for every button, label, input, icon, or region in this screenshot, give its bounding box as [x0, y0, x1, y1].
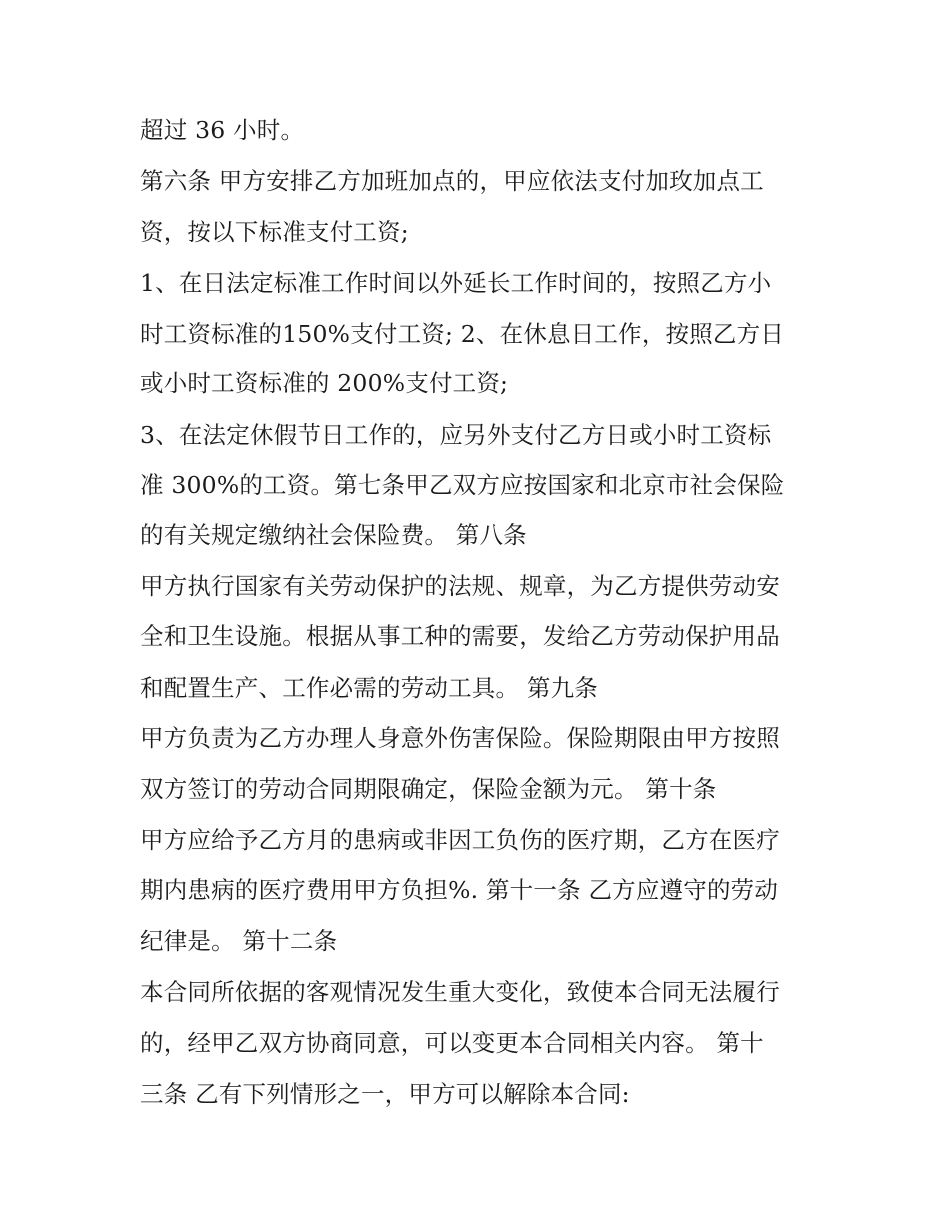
text-line: 双方签订的劳动合同期限确定，保险金额为元。 第十条 [140, 775, 717, 803]
text-line: 的，经甲乙双方协商同意，可以变更本合同相关内容。 第十 [140, 1029, 764, 1057]
text-line: 资，按以下标准支付工资; [140, 218, 409, 246]
text-line: 期内患病的医疗费用甲方负担%. 第十一条 乙方应遵守的劳动 [140, 876, 779, 904]
text-line: 1、在日法定标准工作时间以外延长工作时间的，按照乙方小 [140, 269, 772, 297]
text-line: 纪律是。 第十二条 [140, 927, 338, 955]
text-line: 准 300%的工资。第七条甲乙双方应按国家和北京市社会保险 [140, 471, 785, 499]
text-line: 全和卫生设施。根据从事工种的需要，发给乙方劳动保护用品 [140, 622, 780, 650]
text-line: 和配置生产、工作必需的劳动工具。 第九条 [140, 674, 598, 702]
text-line: 三条 乙有下列情形之一，甲方可以解除本合同: [140, 1080, 630, 1108]
text-line: 的有关规定缴纳社会保险费。 第八条 [140, 521, 527, 549]
text-line: 超过 36 小时。 [140, 116, 305, 144]
text-line: 时工资标准的150%支付工资; 2、在休息日工作，按照乙方日 [140, 320, 785, 348]
text-line: 第六条 甲方安排乙方加班加点的，甲应依法支付加玫加点工 [140, 167, 764, 195]
text-line: 甲方应给予乙方月的患病或非因工负伤的医疗期，乙方在医疗 [140, 826, 780, 854]
text-line: 甲方执行国家有关劳动保护的法规、规章，为乙方提供劳动安 [140, 572, 780, 600]
text-line: 甲方负责为乙方办理人身意外伤害保险。保险期限由甲方按照 [140, 724, 780, 752]
text-line: 3、在法定休假节日工作的，应另外支付乙方日或小时工资标 [140, 421, 772, 449]
text-line: 或小时工资标准的 200%支付工资; [140, 369, 509, 397]
text-line: 本合同所依据的客观情况发生重大变化，致使本合同无法履行 [140, 978, 780, 1006]
